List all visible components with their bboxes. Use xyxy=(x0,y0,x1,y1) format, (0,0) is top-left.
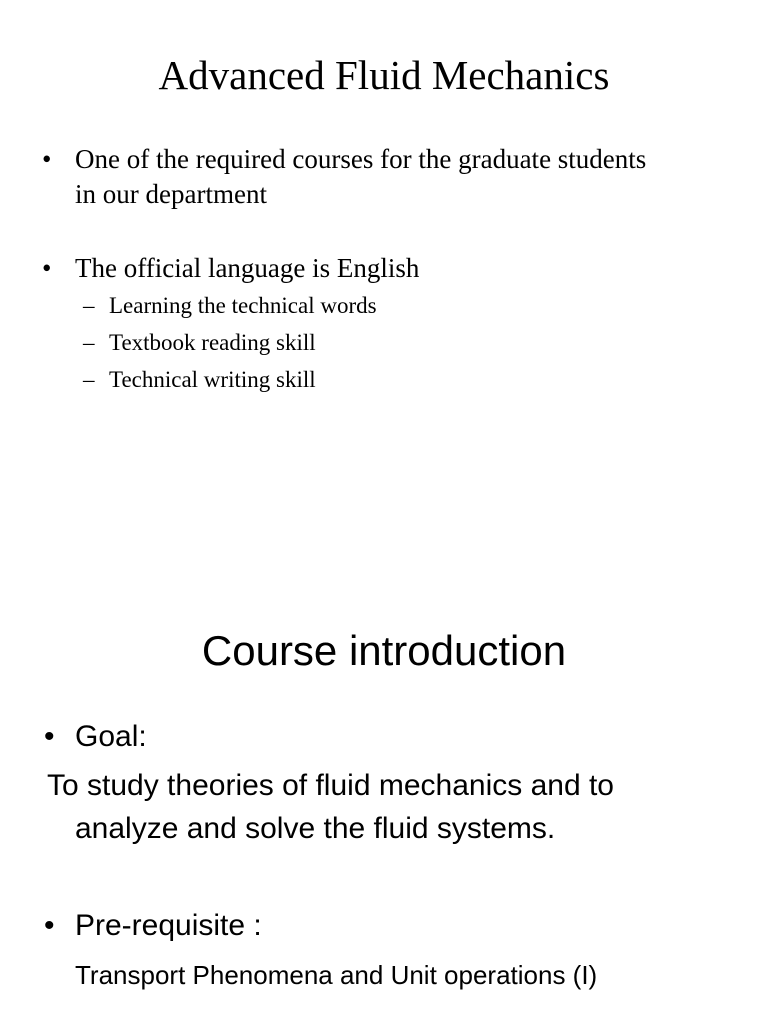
bullet-icon: • xyxy=(44,909,55,942)
dash-icon: – xyxy=(83,293,95,318)
sub-bullet-text: Technical writing skill xyxy=(109,367,316,392)
sub-bullet-text: Learning the technical words xyxy=(109,293,377,318)
goal-label: Goal: xyxy=(75,720,147,753)
slide-title: Advanced Fluid Mechanics xyxy=(158,52,610,98)
dash-icon: – xyxy=(83,330,95,355)
bullet-text: One of the required courses for the graduate students xyxy=(75,144,647,174)
dash-icon: – xyxy=(83,367,95,392)
slide-title: Course introduction xyxy=(201,627,567,674)
bullet-icon: • xyxy=(42,144,52,174)
bullet-icon: • xyxy=(42,253,52,283)
slide-course-introduction xyxy=(0,512,768,1024)
goal-text: To study theories of fluid mechanics and to xyxy=(47,769,614,802)
prereq-label: Pre-requisite : xyxy=(75,909,262,942)
sub-bullet-text: Textbook reading skill xyxy=(109,330,316,355)
bullet-text-continued: in our department xyxy=(75,179,267,209)
prereq-text: Transport Phenomena and Unit operations (I) xyxy=(75,960,598,990)
bullet-icon: • xyxy=(44,720,55,753)
goal-text-continued: analyze and solve the fluid systems. xyxy=(75,812,556,845)
bullet-text: The official language is English xyxy=(75,253,420,283)
